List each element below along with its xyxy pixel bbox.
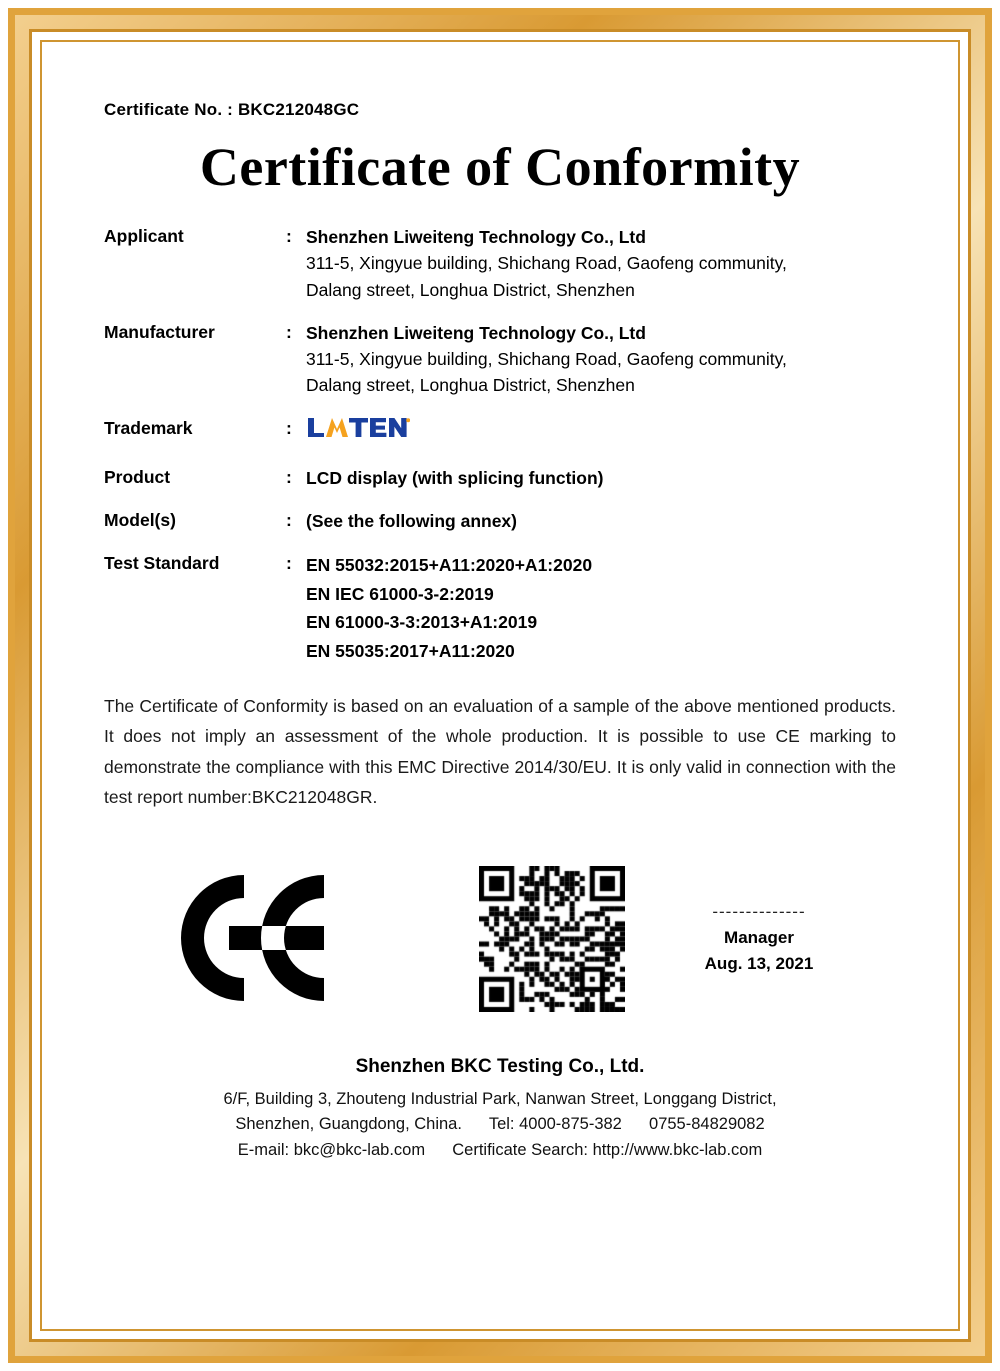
test-standard-label: Test Standard [104, 553, 220, 574]
footer [104, 1056, 896, 1164]
test-standard-colon: : [286, 553, 292, 574]
applicant-colon: : [286, 226, 292, 246]
test-standard-value [306, 551, 896, 665]
test-standard-item: EN 61000-3-3:2013+A1:2019 [306, 612, 538, 633]
manufacturer-address-line-2: Dalang street, Longhua District, Shenzhen [306, 375, 635, 396]
footer-address-line-2 [104, 1112, 896, 1138]
product-text: LCD display (with splicing function) [306, 467, 604, 488]
trademark-label: Trademark [104, 417, 193, 438]
manufacturer-label: Manufacturer [104, 321, 215, 342]
decorative-frame-outer [8, 8, 992, 1363]
field-row-models [104, 508, 896, 534]
product-value [306, 465, 896, 491]
certificate-content [42, 42, 958, 1329]
applicant-address-line-2: Dalang street, Longhua District, Shenzhen [306, 279, 635, 300]
certificate-fields [104, 224, 896, 665]
signature-block [644, 902, 874, 974]
models-colon: : [286, 510, 292, 530]
product-label: Product [104, 466, 171, 487]
signature-rule: -------------- [712, 901, 806, 921]
footer-company-name: Shenzhen BKC Testing Co., Ltd. [355, 1055, 645, 1077]
applicant-label: Applicant [104, 226, 184, 246]
page-title: Certificate of Conformity [199, 137, 801, 197]
applicant-name: Shenzhen Liweiteng Technology Co., Ltd [306, 227, 646, 247]
trademark-value [306, 416, 896, 448]
footer-certificate-search: Certificate Search: http://www.bkc-lab.com [452, 1140, 763, 1159]
field-row-product [104, 465, 896, 491]
signature-date: Aug. 13, 2021 [704, 953, 814, 973]
brand-logo-icon [306, 416, 410, 440]
models-text: (See the following annex) [306, 511, 517, 531]
test-standard-item: EN IEC 61000-3-2:2019 [306, 583, 494, 604]
applicant-value [306, 224, 896, 303]
marks-row [104, 858, 896, 1038]
certificate-number: Certificate No. : BKC212048GC [104, 100, 360, 119]
manufacturer-address-line-1: 311-5, Xingyue building, Shichang Road, Gaofeng community, [306, 349, 787, 369]
trademark-colon: : [286, 417, 292, 438]
field-row-trademark [104, 416, 896, 448]
decorative-frame-middle [29, 29, 971, 1342]
test-standard-item: EN 55035:2017+A11:2020 [306, 640, 515, 661]
conformity-statement: The Certificate of Conformity is based on an evaluation of a sample of the above mentioned products. It does not imply an assessment of the whole production. It is possible to use CE marking to demonstrate the compliance with this EMC Directive 2014/30/EU. It is only valid in connection with the test report number:BKC212048GR. [104, 696, 896, 807]
footer-city: Shenzhen, Guangdong, China. [235, 1115, 462, 1134]
manufacturer-name: Shenzhen Liweiteng Technology Co., Ltd [306, 322, 646, 343]
qr-code-icon [479, 866, 625, 1012]
footer-tel-secondary: 0755-84829082 [649, 1115, 765, 1134]
manufacturer-colon: : [286, 321, 292, 342]
field-row-test-standard [104, 551, 896, 665]
field-row-manufacturer [104, 320, 896, 399]
manufacturer-value [306, 320, 896, 399]
models-label: Model(s) [104, 510, 176, 530]
footer-contact-line [104, 1138, 896, 1164]
test-standard-item: EN 55032:2015+A11:2020+A1:2020 [306, 555, 593, 576]
product-colon: : [286, 466, 292, 487]
footer-tel: Tel: 4000-875-382 [488, 1115, 622, 1134]
ce-marking-icon [174, 868, 389, 1013]
footer-email: E-mail: bkc@bkc-lab.com [237, 1140, 426, 1159]
decorative-frame-inner [40, 40, 960, 1331]
applicant-address-line-1: 311-5, Xingyue building, Shichang Road, Gaofeng community, [306, 253, 787, 274]
field-row-applicant [104, 224, 896, 303]
footer-address-line-1: 6/F, Building 3, Zhouteng Industrial Park, Nanwan Street, Longgang District, [223, 1089, 777, 1108]
models-value [306, 508, 896, 534]
signature-title: Manager [724, 927, 794, 947]
